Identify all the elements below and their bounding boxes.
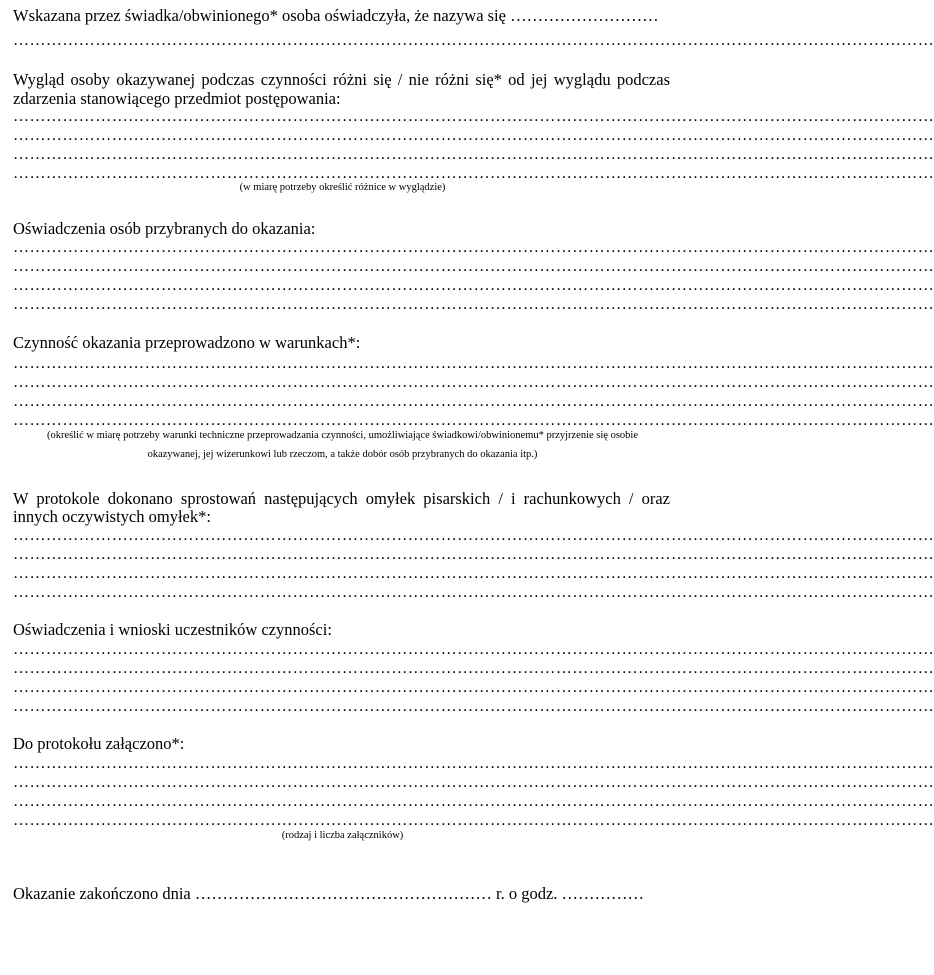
dotted-line: …………………………………………………………………………………………………………………………………………………… — [13, 258, 934, 275]
closing-text: Okazanie zakończono dnia ……………………………………………… r. o godz. …………… — [13, 884, 645, 903]
dotted-line: …………………………………………………………………………………………………………………………………………………… — [13, 546, 934, 563]
dotted-line: …………………………………………………………………………………………………………………………………………………… — [13, 755, 934, 772]
dotted-line: …………………………………………………………………………………………………………………………………………………… — [13, 165, 934, 182]
appearance-text-line2: zdarzenia stanowiącego przedmiot postępowania: — [13, 89, 341, 108]
corrections-text-line2: innych oczywistych omyłek*: — [13, 507, 211, 526]
dotted-line: …………………………………………………………………………………………………………………………………………………… — [13, 32, 934, 49]
dotted-line: …………………………………………………………………………………………………………………………………………………… — [13, 239, 934, 256]
dotted-line: …………………………………………………………………………………………………………………………………………………… — [13, 812, 934, 829]
dotted-line: …………………………………………………………………………………………………………………………………………………… — [13, 698, 934, 715]
dotted-line: …………………………………………………………………………………………………………………………………………………… — [13, 127, 934, 144]
dotted-line: …………………………………………………………………………………………………………………………………………………… — [13, 108, 934, 125]
participants-heading: Oświadczenia i wnioski uczestników czynności: — [13, 620, 332, 639]
selected-persons-heading: Oświadczenia osób przybranych do okazania: — [13, 219, 316, 238]
dotted-line: …………………………………………………………………………………………………………………………………………………… — [13, 412, 934, 429]
dotted-line: …………………………………………………………………………………………………………………………………………………… — [13, 355, 934, 372]
dotted-line: …………………………………………………………………………………………………………………………………………………… — [13, 527, 934, 544]
attachments-heading: Do protokołu załączono*: — [13, 734, 185, 753]
identity-statement-text: Wskazana przez świadka/obwinionego* osoba oświadczyła, że nazywa się ……………………… — [13, 6, 659, 25]
dotted-line: …………………………………………………………………………………………………………………………………………………… — [13, 374, 934, 391]
dotted-line: …………………………………………………………………………………………………………………………………………………… — [13, 641, 934, 658]
appearance-text-line1: Wygląd osoby okazywanej podczas czynności różni się / nie różni się* od jej wyglądu podczas — [13, 70, 670, 89]
dotted-line: …………………………………………………………………………………………………………………………………………………… — [13, 679, 934, 696]
dotted-line: …………………………………………………………………………………………………………………………………………………… — [13, 584, 934, 601]
attachments-note: (rodzaj i liczba załączników) — [281, 830, 404, 841]
dotted-line: …………………………………………………………………………………………………………………………………………………… — [13, 793, 934, 810]
dotted-line: …………………………………………………………………………………………………………………………………………………… — [13, 393, 934, 410]
dotted-line: …………………………………………………………………………………………………………………………………………………… — [13, 146, 934, 163]
conditions-note-line2: okazywanej, jej wizerunkowi lub rzeczom, a także dobór osób przybranych do okazania itp.) — [147, 449, 538, 460]
conditions-note-line1: (określić w miarę potrzeby warunki techniczne przeprowadzania czynności, umożliwiające świadkowi/obwinionemu* przyjrzenie się osobie — [47, 430, 638, 441]
dotted-line: …………………………………………………………………………………………………………………………………………………… — [13, 660, 934, 677]
dotted-line: …………………………………………………………………………………………………………………………………………………… — [13, 774, 934, 791]
dotted-line: …………………………………………………………………………………………………………………………………………………… — [13, 565, 934, 582]
conditions-heading: Czynność okazania przeprowadzono w warunkach*: — [13, 333, 361, 352]
dotted-line: …………………………………………………………………………………………………………………………………………………… — [13, 277, 934, 294]
appearance-note: (w miarę potrzeby określić różnice w wyglądzie) — [239, 182, 446, 193]
dotted-line: …………………………………………………………………………………………………………………………………………………… — [13, 296, 934, 313]
corrections-text-line1: W protokole dokonano sprostowań następujących omyłek pisarskich / i rachunkowych / oraz — [13, 489, 670, 508]
